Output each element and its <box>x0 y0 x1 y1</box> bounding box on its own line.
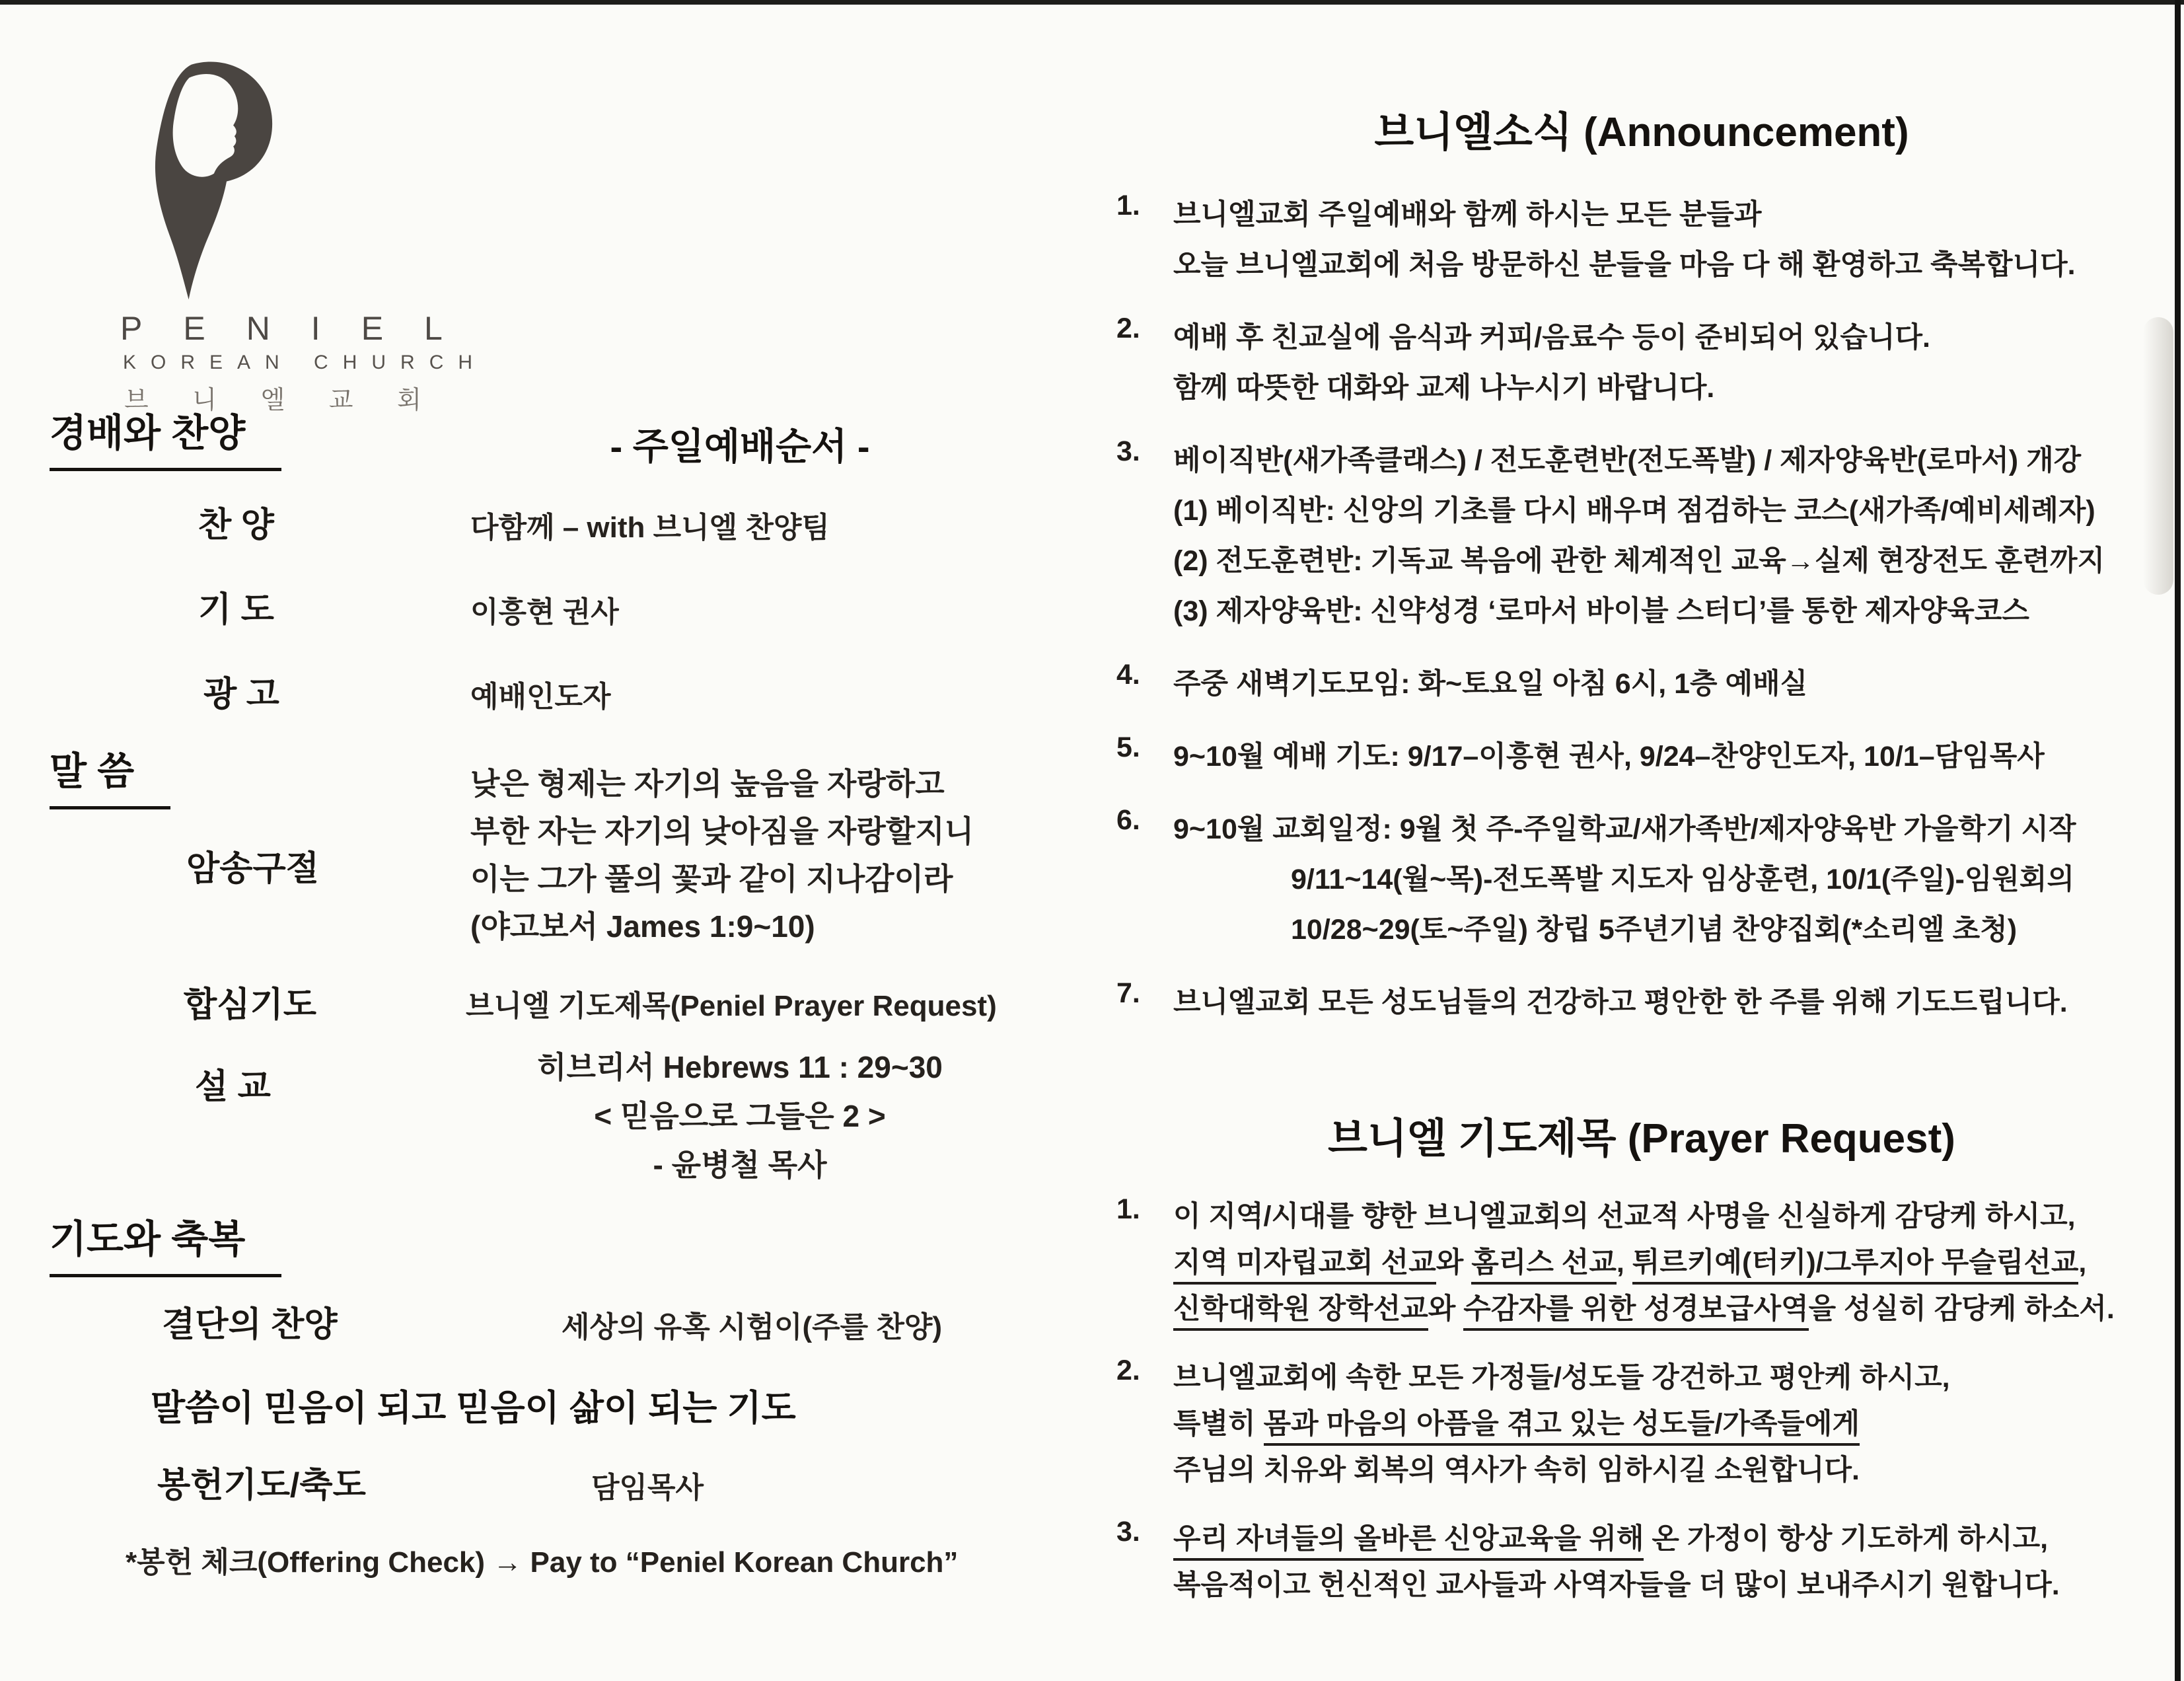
row-value-decision-song: 세상의 유혹 시험이(주를 찬양) <box>562 1311 943 1343</box>
item-line <box>1173 586 2167 636</box>
section-header-worship-praise: 경배와 찬양 <box>50 402 281 471</box>
item-line <box>1173 1401 2167 1447</box>
item-number: 4. <box>1116 659 1140 691</box>
announcements-list <box>1116 190 2167 1027</box>
item-line <box>1291 905 2167 955</box>
memory-verse-line: 낮은 형제는 자기의 높음을 자랑하고 <box>470 766 945 801</box>
list-item <box>1116 435 2167 636</box>
plain-text: 10/28~29(토~주일) 창립 5주년기념 찬양집회(*소리엘 초청) <box>1291 914 2018 946</box>
row-label-announce: 광 고 <box>203 675 279 714</box>
list-item <box>1116 804 2167 955</box>
plain-text: 함께 따뜻한 대화와 교제 나누시기 바랍니다. <box>1173 372 1715 404</box>
item-line <box>1173 1516 2167 1562</box>
item-number: 5. <box>1116 731 1140 763</box>
item-number: 2. <box>1116 1355 1140 1386</box>
plain-text: 을 성실히 감당케 하소서. <box>1808 1293 2115 1325</box>
peniel-logo-mark <box>124 58 275 312</box>
row-label-decision-song: 결단의 찬양 <box>162 1306 338 1344</box>
worship-order-title: - 주일예배순서 - <box>610 426 870 467</box>
plain-text: 9~10월 예배 기도: 9/17–이흥현 권사, 9/24–찬양인도자, 10/1–담임목사 <box>1173 741 2045 772</box>
item-line <box>1173 1193 2167 1240</box>
plain-text: 브니엘교회 주일예배와 함께 하시는 모든 분들과 <box>1173 199 1762 231</box>
item-line <box>1291 854 2167 905</box>
row-value-united-prayer: 브니엘 기도제목(Peniel Prayer Request) <box>466 990 997 1022</box>
list-item <box>1116 1193 2167 1332</box>
item-number: 7. <box>1116 977 1140 1009</box>
row-label-offering: 봉헌기도/축도 <box>157 1466 366 1505</box>
sermon-passage: 히브리서 Hebrews 11 : 29~30 <box>537 1050 943 1084</box>
item-number: 6. <box>1116 804 1140 836</box>
item-line <box>1173 731 2167 782</box>
plain-text: 9~10월 교회일정: 9월 첫 주-주일학교/새가족반/제자양육반 가을학기 시작 <box>1173 813 2076 845</box>
underlined-text: 지역 미자립교회 선교 <box>1173 1247 1436 1285</box>
item-line <box>1173 1355 2167 1401</box>
scan-edge-right <box>2175 0 2181 1681</box>
plain-text: 온 가정이 항상 기도하게 하시고, <box>1644 1523 2049 1555</box>
item-line <box>1173 659 2167 709</box>
item-number: 3. <box>1116 435 1140 467</box>
underlined-text: 수감자를 위한 성경보급사역 <box>1463 1293 1808 1331</box>
list-item <box>1116 731 2167 782</box>
plain-text: 특별히 <box>1173 1408 1264 1440</box>
list-item <box>1116 977 2167 1027</box>
item-line <box>1173 1562 2167 1608</box>
offering-check-note: *봉헌 체크(Offering Check) → Pay to “Peniel Korean Church” <box>126 1546 959 1579</box>
peniel-logo <box>124 58 275 312</box>
plain-text: 주님의 치유와 회복의 역사가 속히 임하시길 소원합니다. <box>1173 1454 1860 1486</box>
list-item <box>1116 190 2167 290</box>
item-line <box>1173 435 2167 486</box>
underlined-text: 튀르키예(터키)/그루지아 무슬림선교 <box>1632 1247 2079 1285</box>
row-label-memory-verse: 암송구절 <box>186 850 319 888</box>
plain-text: 오늘 브니엘교회에 처음 방문하신 분들을 마음 다 해 환영하고 축복합니다. <box>1173 249 2076 281</box>
memory-verse-text <box>470 760 974 950</box>
list-item <box>1116 1355 2167 1493</box>
item-number: 3. <box>1116 1516 1140 1548</box>
item-line <box>1173 190 2167 240</box>
section-header-prayer-blessing: 기도와 축복 <box>50 1208 281 1277</box>
plain-text: (3) 제자양육반: 신약성경 ‘로마서 바이블 스터디’를 통한 제자양육코스 <box>1173 595 2029 627</box>
item-line <box>1173 313 2167 363</box>
item-line <box>1173 363 2167 413</box>
row-label-united-prayer: 합심기도 <box>184 986 316 1024</box>
plain-text: 브니엘교회 모든 성도님들의 건강하고 평안한 한 주를 위해 기도드립니다. <box>1173 987 2068 1018</box>
item-number: 2. <box>1116 313 1140 344</box>
item-line <box>1173 536 2167 586</box>
logo-korean-name: 브 니 엘 교 회 <box>124 387 440 414</box>
item-line <box>1173 977 2167 1027</box>
underlined-text: 홈리스 선교 <box>1471 1247 1617 1285</box>
row-label-praise: 찬 양 <box>198 506 274 544</box>
item-line <box>1173 1240 2167 1286</box>
item-number: 1. <box>1116 1193 1140 1225</box>
item-line <box>1173 486 2167 536</box>
scan-edge-top <box>0 0 2184 5</box>
section-header-word: 말 씀 <box>50 740 170 809</box>
list-item <box>1116 313 2167 413</box>
plain-text: 주중 새벽기도모임: 화~토요일 아침 6시, 1층 예배실 <box>1173 668 1808 700</box>
underlined-text: 신학대학원 장학선교 <box>1173 1293 1428 1331</box>
memory-verse-line: 이는 그가 풀의 꽃과 같이 지나감이라 <box>470 862 953 896</box>
plain-text: , <box>1616 1247 1632 1279</box>
prayer-request-title: 브니엘 기도제목 (Prayer Request) <box>1328 1116 1955 1162</box>
plain-text: 브니엘교회에 속한 모든 가정들/성도들 강건하고 평안케 하시고, <box>1173 1362 1950 1394</box>
memory-verse-line: 부한 자는 자기의 낮아짐을 자랑할지니 <box>470 814 974 848</box>
logo-subtitle: KOREAN CHURCH <box>123 352 488 373</box>
plain-text: 베이직반(새가족클래스) / 전도훈련반(전도폭발) / 제자양육반(로마서) 개강 <box>1173 445 2082 476</box>
memory-verse-line: (야고보서 James 1:9~10) <box>470 909 815 944</box>
plain-text: (1) 베이직반: 신앙의 기초를 다시 배우며 점검하는 코스(새가족/예비세례자) <box>1173 495 2095 527</box>
plain-text: 이 지역/시대를 향한 브니엘교회의 선교적 사명을 신실하게 감당케 하시고, <box>1173 1201 2076 1232</box>
logo-brand-text: PENIEL <box>120 310 484 347</box>
sermon-preacher: - 윤병철 목사 <box>653 1148 827 1182</box>
item-number: 1. <box>1116 190 1140 221</box>
plain-text: 와 <box>1428 1293 1464 1325</box>
plain-text: 예배 후 친교실에 음식과 커피/음료수 등이 준비되어 있습니다. <box>1173 322 1930 354</box>
item-line <box>1173 1286 2167 1332</box>
row-value-announce: 예배인도자 <box>470 681 611 713</box>
item-line <box>1173 1447 2167 1493</box>
prayer-request-list <box>1116 1193 2167 1608</box>
item-line <box>1173 804 2167 854</box>
underlined-text: 우리 자녀들의 올바른 신앙교육을 위해 <box>1173 1523 1644 1561</box>
row-label-sermon: 설 교 <box>195 1068 271 1106</box>
row-label-prayer: 기 도 <box>198 591 274 629</box>
row-value-praise: 다함께 – with 브니엘 찬양팀 <box>470 511 830 544</box>
faith-prayer-line: 말씀이 믿음이 되고 믿음이 삶이 되는 기도 <box>151 1388 796 1428</box>
row-value-offering: 담임목사 <box>591 1472 704 1504</box>
underlined-text: 몸과 마음의 아픔을 겪고 있는 성도들/가족들에게 <box>1264 1408 1860 1446</box>
plain-text: , <box>2078 1247 2087 1279</box>
right-column <box>1116 99 2167 1631</box>
sermon-title: < 믿음으로 그들은 2 > <box>594 1099 886 1133</box>
plain-text: (2) 전도훈련반: 기독교 복음에 관한 체계적인 교육→실제 현장전도 훈련까지 <box>1173 545 2105 577</box>
list-item <box>1116 1516 2167 1608</box>
plain-text: 와 <box>1436 1247 1472 1279</box>
plain-text: 복음적이고 헌신적인 교사들과 사역자들을 더 많이 보내주시기 원합니다. <box>1173 1569 2060 1601</box>
sermon-text <box>489 1043 991 1189</box>
announcements-title: 브니엘소식 (Announcement) <box>1374 110 1909 155</box>
list-item <box>1116 659 2167 709</box>
item-line <box>1173 240 2167 290</box>
row-value-prayer: 이흥현 권사 <box>470 596 619 628</box>
plain-text: 9/11~14(월~목)-전도폭발 지도자 임상훈련, 10/1(주일)-임원회의 <box>1291 864 2074 895</box>
